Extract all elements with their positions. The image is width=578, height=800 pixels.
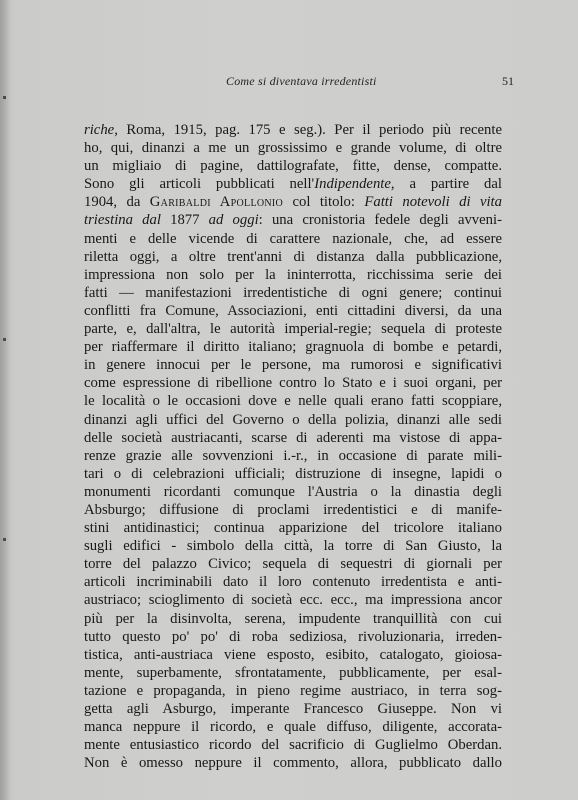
text-line <box>84 374 502 392</box>
text-line <box>84 447 502 465</box>
text-run: austriaco; scioglimento di società ecc. ecc., ma impressiona ancor <box>84 592 502 609</box>
text-line <box>84 664 502 682</box>
text-run: dinanzi agli uffici del Governo o della polizia, dinanzi alle sedi <box>84 411 502 428</box>
text-line <box>84 157 502 175</box>
text-line <box>84 175 502 193</box>
text-line <box>84 519 502 537</box>
text-run: fatti — manifestazioni irredentistiche di ogni genere; continui <box>84 284 502 301</box>
running-title: Come si diventava irredentisti <box>226 74 377 88</box>
italic-text: Fatti notevoli di vita <box>364 194 502 211</box>
text-run: riletta oggi, a oltre trent'anni di distanza dalla pubblicazione, <box>84 248 502 265</box>
text-line <box>84 193 502 211</box>
text-run: menti e delle vicende di carattere nazionale, che, ad essere <box>84 230 502 247</box>
text-line <box>84 610 502 628</box>
text-run: monumenti ricordanti comunque l'Austria o la dinastia degli <box>84 483 502 500</box>
edge-speck <box>3 538 6 541</box>
italic-text: riche <box>84 122 115 138</box>
text-run: getta agli Asburgo, imperante Francesco Giuseppe. Non vi <box>84 701 502 717</box>
text-line <box>84 248 502 266</box>
running-head <box>78 74 514 92</box>
text-line <box>84 429 502 447</box>
text-line <box>84 465 502 483</box>
text-run: , a partire dal <box>390 176 502 193</box>
text-line <box>84 230 502 248</box>
text-line <box>84 302 502 320</box>
italic-text: Indipendente <box>314 176 391 193</box>
text-run: le località o le occasioni dove e nelle quali erano fatti scoppiare, <box>84 393 502 410</box>
text-line <box>84 628 502 646</box>
text-line <box>84 211 502 229</box>
text-line <box>84 537 502 555</box>
text-run: tazione e propaganda, in pieno regime austriaco, in terra sog- <box>84 682 502 699</box>
text-run: articoli incriminabili dato il loro contenuto irredentista e anti- <box>84 574 502 591</box>
text-line <box>84 754 502 772</box>
text-run: 1877 <box>160 212 209 229</box>
text-line <box>84 411 502 429</box>
page-gutter-shadow <box>0 0 10 800</box>
text-run: in genere innocui per le persone, ma rumorosi e significativi <box>84 357 502 374</box>
text-line <box>84 139 502 157</box>
author-name: Garibaldi Apollonio <box>149 194 284 211</box>
text-line <box>84 718 502 736</box>
text-run: Non è omesso neppure il commento, allora, pubblicato dallo <box>84 755 502 772</box>
text-run: tistica, anti-austriaca viene esposto, esibito, catalogato, gioiosa- <box>84 646 502 663</box>
text-line <box>84 356 502 374</box>
text-run: più per la disinvolta, serena, impudente tranquillità con cui <box>84 610 502 627</box>
text-run: manca neppure il ricordo, e quale diffuso, diligente, accorata- <box>84 719 502 736</box>
text-run: , Roma, 1915, pag. 175 e seg.). Per il periodo più recente <box>114 122 502 138</box>
text-run: tari o di celebrazioni ufficiali; distruzione di insegne, lapidi o <box>84 465 502 482</box>
text-line <box>84 501 502 519</box>
text-run: parte, e, dall'altra, le autorità imperial-regie; sequela di proteste <box>84 321 502 338</box>
text-line <box>84 591 502 609</box>
text-run: mente, superbamente, sfrontatamente, pubblicamente, per esal- <box>84 664 502 681</box>
text-run: mente entusiastico ricordo del sacrificio di Guglielmo Oberdan. <box>84 737 502 754</box>
text-run: : una cronistoria fedele degli avveni- <box>258 212 502 229</box>
text-run: torre del palazzo Civico; sequela di sequestri di giornali per <box>84 556 502 573</box>
text-run: impressiona non solo per la ininterrotta, ricchissima serie dei <box>84 266 502 283</box>
text-line <box>84 121 502 139</box>
text-line <box>84 573 502 591</box>
text-line <box>84 700 502 718</box>
italic-text: ad oggi <box>208 212 259 229</box>
text-run: ho, qui, dinanzi a me un grossissimo e grande volume, di oltre <box>84 140 502 157</box>
text-run: Absburgo; diffusione di proclami irredentistici e di manife- <box>84 501 502 518</box>
text-line <box>84 392 502 410</box>
text-run: stini antidinastici; continua apparizione del tricolore italiano <box>84 520 502 537</box>
text-line <box>84 682 502 700</box>
edge-speck <box>3 338 6 341</box>
text-line <box>84 338 502 356</box>
text-run: conflitti fra Comune, Associazioni, enti cittadini diversi, da una <box>84 302 502 319</box>
text-line <box>84 646 502 664</box>
text-run: un migliaio di pagine, dattilografate, fitte, dense, compatte. <box>84 158 502 175</box>
text-line <box>84 736 502 754</box>
text-run: Sono gli articoli pubblicati nell' <box>84 176 315 193</box>
text-run: sugli edifici - simbolo della città, la torre di San Giusto, la <box>84 538 502 555</box>
body-text <box>84 121 502 772</box>
text-line <box>84 320 502 338</box>
text-line <box>84 483 502 501</box>
text-run: col titolo: <box>283 194 365 211</box>
text-run: renze grazie alle sovvenzioni i.-r., in occasione di parate mili- <box>84 447 502 464</box>
edge-speck <box>3 96 6 99</box>
italic-text: triestina dal <box>84 212 161 229</box>
text-line <box>84 555 502 573</box>
text-run: delle società austriacanti, scarse di aderenti ma vistose di appa- <box>84 429 502 446</box>
text-run: per riaffermare il diritto italiano; gragnuola di bombe e petardi, <box>84 339 502 356</box>
text-line <box>84 266 502 284</box>
page-number: 51 <box>502 74 514 88</box>
text-run: tutto questo po' po' di roba sediziosa, rivoluzionaria, irreden- <box>84 628 502 645</box>
text-line <box>84 284 502 302</box>
text-run: 1904, da <box>84 194 150 211</box>
text-run: come espressione di ribellione contro lo Stato e i suoi organi, per <box>84 375 502 392</box>
